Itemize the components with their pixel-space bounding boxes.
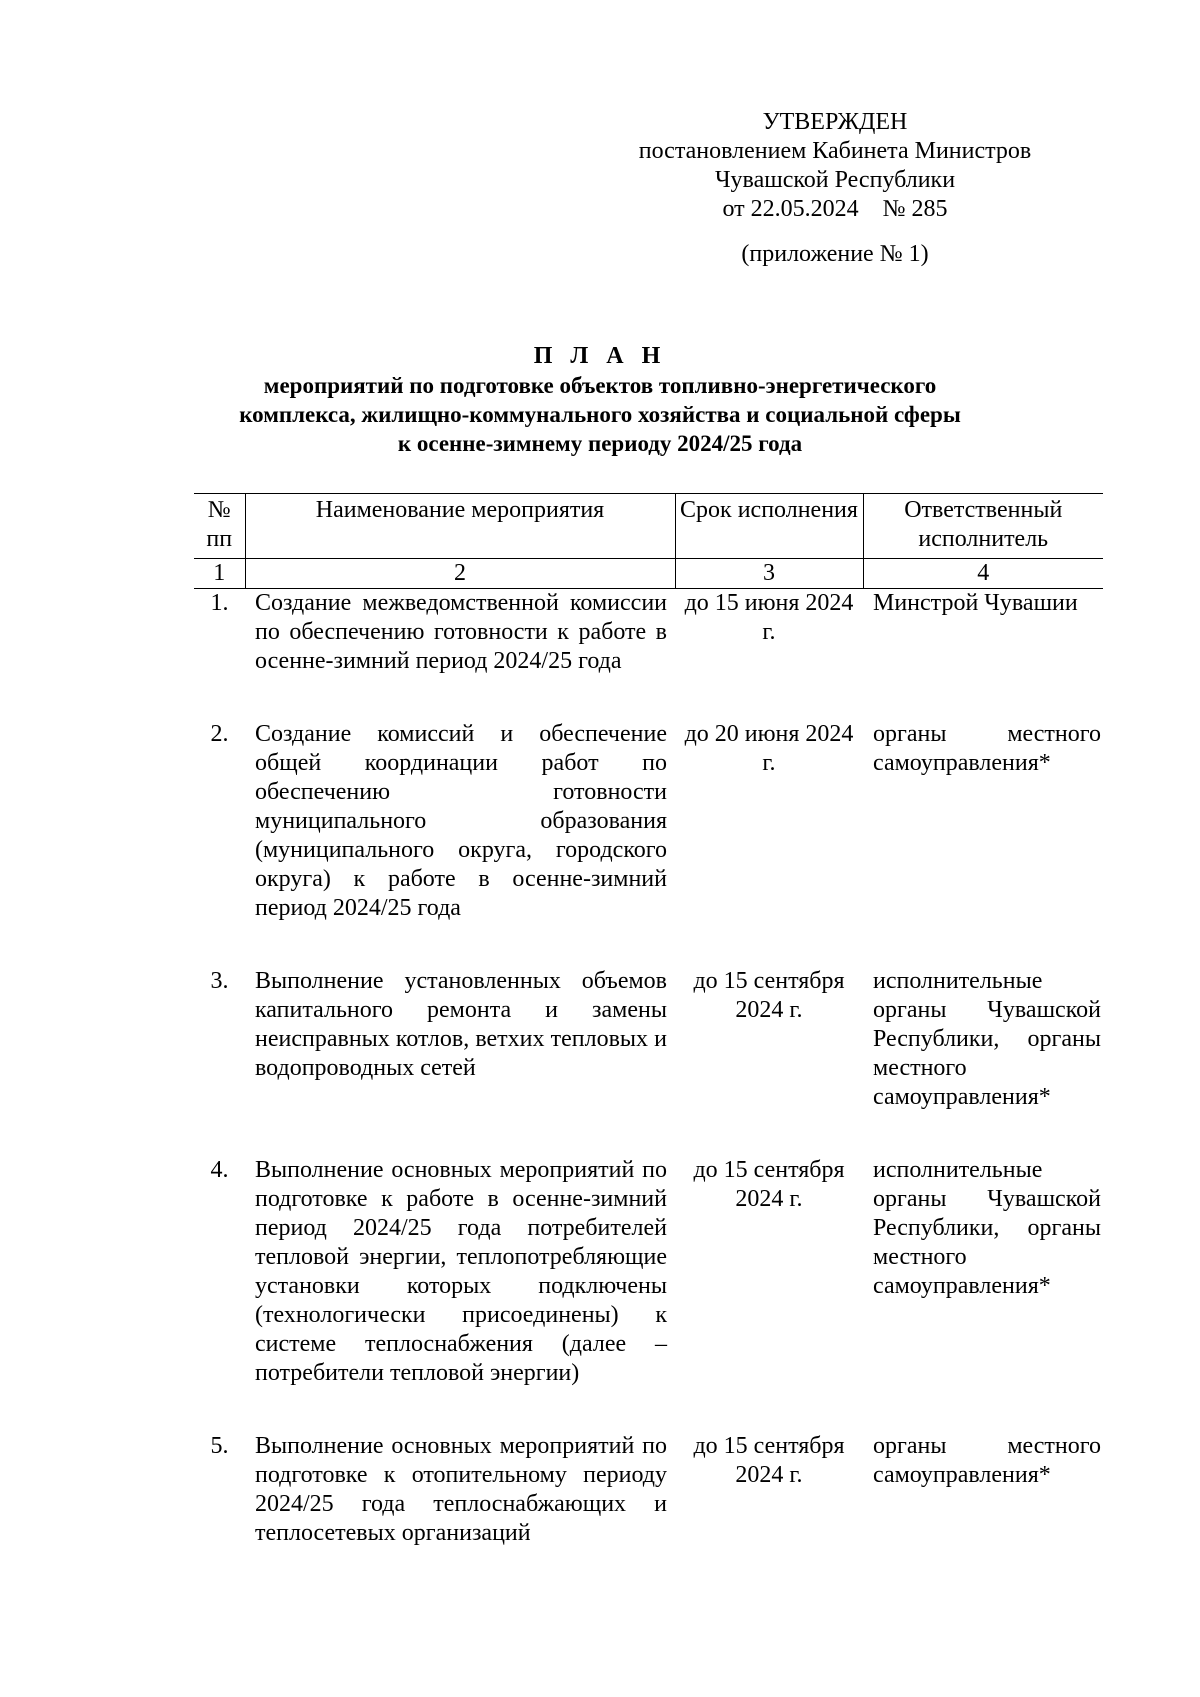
row-name: Создание комиссий и обеспечение общей координации работ по обеспечению готовности муниципального образования (муниципального округа, городского округа) к работе в осенне-зимний период 2024/25 года [255,721,667,921]
column-number-3: 3 [675,559,863,589]
approval-block [620,108,1050,224]
column-number-2: 2 [245,559,675,589]
plan-subtitle-line-1: мероприятий по подготовке объектов топливно-энергетического [263,373,937,398]
header-name: Наименование мероприятия [245,494,675,559]
header-num: № пп [194,494,245,559]
row-responsible: органы местного самоуправления* [873,1433,1101,1488]
table-row [194,589,1103,721]
approval-line-republic: Чувашской Республики [714,167,956,193]
plan-subtitle-line-3: к осенне-зимнему периоду 2024/25 года [397,431,803,456]
column-number-4: 4 [863,559,1103,589]
header-term: Срок исполнения [675,494,863,559]
plan-subtitle-line-2: комплекса, жилищно-коммунального хозяйства и социальной сферы [239,402,961,427]
row-num: 2. [210,721,229,747]
table-row [194,720,1103,967]
table-row [194,1156,1103,1432]
row-name: Создание межведомственной комиссии по обеспечению готовности к работе в осенне-зимний период 2024/25 года [255,590,667,674]
plan-table [194,493,1103,1592]
row-num: 1. [210,590,229,616]
row-name: Выполнение основных мероприятий по подготовке к отопительному периоду 2024/25 года теплоснабжающих и теплосетевых организаций [255,1433,667,1546]
approval-line-approved: УТВЕРЖДЕН [762,109,908,135]
table-header-row [194,494,1103,559]
table-row [194,967,1103,1156]
row-num: 3. [210,968,229,994]
row-responsible: исполнительные органы Чувашской Республики, органы местного самоуправления* [873,968,1101,1110]
row-name: Выполнение установленных объемов капитального ремонта и замены неисправных котлов, ветхих тепловых и водопроводных сетей [255,968,667,1081]
row-term: до 15 сентября 2024 г. [693,968,845,1023]
plan-title-block [170,342,1030,458]
row-term: до 15 июня 2024 г. [684,590,854,645]
row-term: до 15 сентября 2024 г. [693,1157,845,1212]
row-name: Выполнение основных мероприятий по подготовке к работе в осенне-зимний период 2024/25 года потребителей тепловой энергии, теплопотребляющие установки которых подключены (технологически присоединены) к системе теплоснабжения (далее – потребители тепловой энергии) [255,1157,667,1386]
column-number-1: 1 [194,559,245,589]
row-responsible: органы местного самоуправления* [873,721,1101,776]
table-row [194,1432,1103,1592]
row-term: до 20 июня 2024 г. [684,721,854,776]
approval-line-date-number: от 22.05.2024 № 285 [722,196,948,222]
row-num: 5. [210,1433,229,1459]
plan-heading: П Л А Н [533,343,667,369]
row-num: 4. [210,1157,229,1183]
approval-line-resolution: постановлением Кабинета Министров [638,138,1032,164]
appendix-note: (приложение № 1) [741,241,929,267]
row-responsible: исполнительные органы Чувашской Республики, органы местного самоуправления* [873,1157,1101,1299]
row-responsible: Минстрой Чувашии [873,590,1078,616]
header-responsible: Ответственный исполнитель [863,494,1103,559]
table-column-numbers-row [194,559,1103,589]
row-term: до 15 сентября 2024 г. [693,1433,845,1488]
